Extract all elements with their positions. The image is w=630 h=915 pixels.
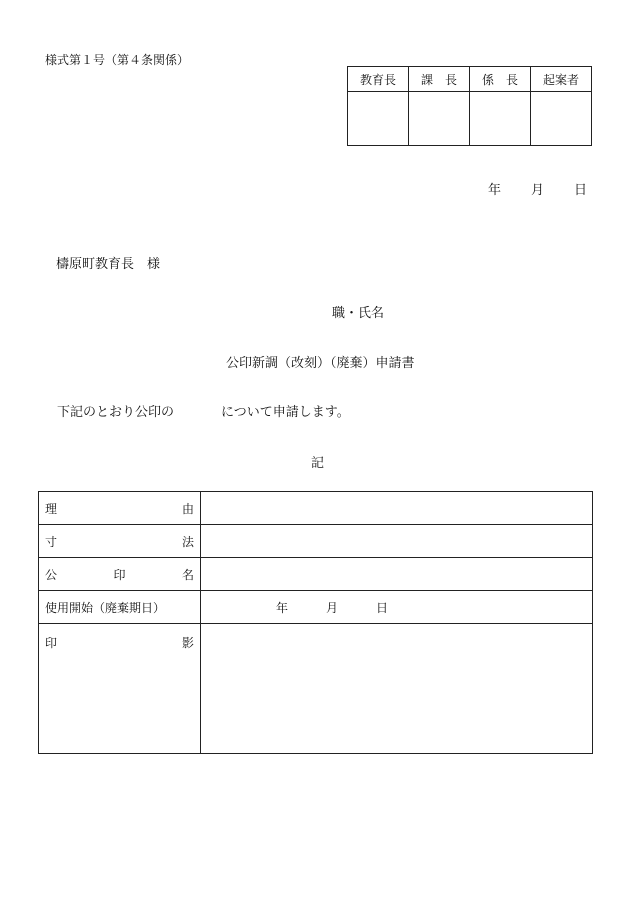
row-label-seal-name: 公 印 名: [39, 558, 201, 591]
approval-stamp-cell[interactable]: [531, 92, 592, 146]
row-label-size: 寸 法: [39, 525, 201, 558]
addressee: 檮原町教育長 様: [56, 257, 161, 272]
table-row: [39, 492, 593, 525]
form-title: 公印新調（改刻）（廃棄）申請書: [226, 356, 415, 371]
approval-header-drafter: 起案者: [531, 67, 592, 92]
seal-name-field[interactable]: [201, 558, 593, 591]
ki-label: 記: [311, 456, 325, 471]
date-year: 年: [487, 183, 501, 198]
table-row: [39, 525, 593, 558]
date-day: 日: [573, 183, 587, 198]
start-date-month: 月: [326, 600, 339, 615]
approval-header-superintendent: 教育長: [348, 67, 409, 92]
size-field[interactable]: [201, 525, 593, 558]
table-row: [39, 558, 593, 591]
approval-stamp-cell[interactable]: [348, 92, 409, 146]
start-date-field[interactable]: [201, 591, 593, 624]
seal-impression-field[interactable]: [201, 624, 593, 754]
approval-stamp-cell[interactable]: [470, 92, 531, 146]
body-text-after: について申請します。: [221, 405, 350, 420]
approval-header-section-chief: 課 長: [409, 67, 470, 92]
table-row: [39, 591, 593, 624]
approval-stamp-table: [347, 66, 592, 146]
row-label-seal-impression: 印 影: [39, 624, 201, 754]
date-month: 月: [530, 183, 544, 198]
applicant-label: 職・氏名: [332, 306, 385, 321]
table-row: [39, 624, 593, 754]
date-line: [488, 179, 587, 198]
reason-field[interactable]: [201, 492, 593, 525]
approval-stamp-cell[interactable]: [409, 92, 470, 146]
start-date-year: 年: [276, 600, 289, 615]
body-text-before: 下記のとおり公印の: [57, 405, 175, 420]
approval-header-subsection-chief: 係 長: [470, 67, 531, 92]
row-label-start-date: 使用開始（廃棄期日）: [39, 591, 201, 624]
form-number: 様式第１号（第４条関係）: [45, 53, 190, 67]
row-label-reason: 理 由: [39, 492, 201, 525]
start-date-day: 日: [376, 600, 389, 615]
details-table: [38, 491, 593, 754]
